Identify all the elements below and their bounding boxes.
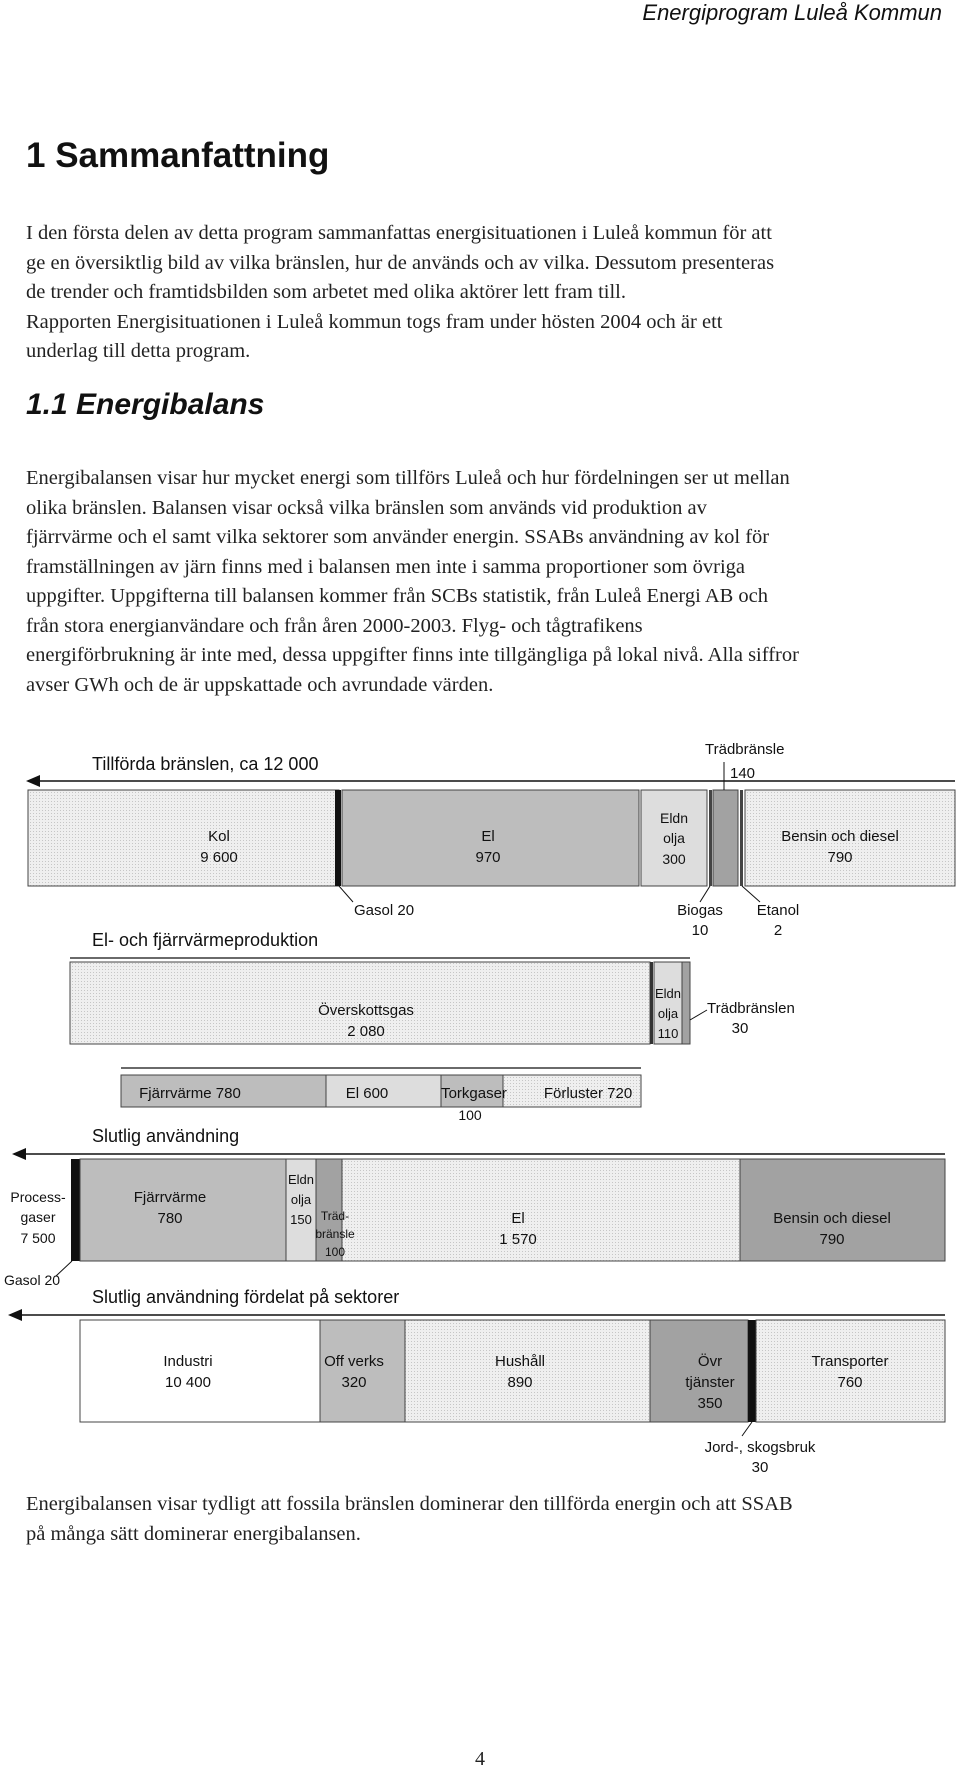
sector-industri-bar <box>80 1320 320 1422</box>
sector-hushall-value: 890 <box>507 1374 533 1391</box>
subsection-title: 1.1 Energibalans <box>26 388 265 421</box>
supply-bensin-value: 790 <box>827 849 853 866</box>
production-fjarrvarme-label: Fjärrvärme 780 <box>139 1085 241 1102</box>
final-use-fjarrvarme-bar <box>80 1159 286 1261</box>
final-use-gasol-label: Gasol 20 <box>4 1272 61 1288</box>
supply-el-value: 970 <box>475 849 501 866</box>
arrow-head-icon <box>12 1148 26 1160</box>
supply-eldn-label: olja <box>663 830 685 846</box>
callout-line <box>742 886 760 902</box>
supply-kol-value: 9 600 <box>200 849 238 866</box>
text-line: ge en översiktlig bild av vilka bränslen, hur de används och av vilka. Dessutom presenteras <box>26 251 775 274</box>
gasol-value: 20 <box>397 902 415 919</box>
final-use-bensin-value: 790 <box>819 1231 845 1248</box>
production-gas-label: Överskottsgas <box>318 1002 414 1019</box>
final-use-process-label: Process- <box>10 1189 66 1205</box>
text-line: framställningen av järn finns med i balansen men inte i samma proportioner som övriga <box>26 555 746 578</box>
energy-balance-diagram <box>0 718 960 1490</box>
sector-industri-value: 10 400 <box>165 1374 211 1391</box>
production-gas-value: 2 080 <box>347 1023 385 1040</box>
energibalans-paragraph <box>26 464 946 700</box>
sector-industri-label: Industri <box>163 1353 213 1370</box>
production-trad-label: Trädbränslen <box>707 1000 795 1017</box>
final-use-eldn-value: 150 <box>290 1212 312 1227</box>
supply-kol-label: Kol <box>208 828 230 845</box>
production-forluster-label: Förluster 720 <box>543 1085 633 1102</box>
callout-line <box>742 1422 752 1436</box>
text-line: de trender och framtidsbilden som arbetet med olika aktörer lett fram till. <box>26 281 626 303</box>
supply-etanol-bar <box>740 790 743 886</box>
final-use-fjarrvarme-label: Fjärrvärme <box>133 1189 207 1206</box>
supply-biogas-bar <box>709 790 712 886</box>
page-number: 4 <box>475 1748 485 1770</box>
final-use-bensin-label: Bensin och diesel <box>773 1210 891 1227</box>
arrow-head-icon <box>8 1309 22 1321</box>
sector-jord-bar <box>748 1320 756 1422</box>
supply-separator <box>335 790 341 886</box>
production-el-label: El 600 <box>345 1085 389 1102</box>
intro-paragraph <box>26 219 946 367</box>
final-use-el-value: 1 570 <box>499 1231 537 1248</box>
sector-ovr-label: tjänster <box>685 1374 735 1391</box>
sector-transporter-bar <box>756 1320 945 1422</box>
text-line: olika bränslen. Balansen visar också vilka bränslen som används vid produktion av <box>26 496 707 519</box>
supply-row <box>26 741 955 939</box>
supply-trad-label: Trädbränsle <box>705 741 785 758</box>
production-eldn-label: Eldn <box>654 986 682 1001</box>
production-eldn-label: olja <box>657 1006 679 1021</box>
callout-line <box>690 1010 707 1020</box>
text-line: uppgifter. Uppgifterna till balansen kommer från SCBs statistik, från Luleå Energi AB och <box>26 585 769 607</box>
running-header: Energiprogram Luleå Kommun <box>642 0 942 25</box>
production-separator <box>650 962 653 1044</box>
final-use-eldn-label: Eldn <box>287 1172 315 1187</box>
supply-trad-value: 140 <box>730 765 756 782</box>
final-use-trad-value: 100 <box>324 1245 346 1259</box>
final-use-separator <box>71 1159 80 1261</box>
sector-ovr-label: Övr <box>697 1353 723 1370</box>
callout-line <box>700 886 710 902</box>
text-line: från stora energianvändare och från åren 2000-2003. Flyg- och tågtrafikens <box>26 614 643 637</box>
production-eldn-value: 110 <box>657 1026 679 1041</box>
supply-biogas-label: Biogas <box>677 902 723 919</box>
text-line: på många sätt dominerar energibalansen. <box>26 1522 361 1545</box>
sector-jord-label: Jord-, skogsbruk <box>704 1439 816 1456</box>
supply-etanol-label: Etanol <box>756 902 800 919</box>
arrow-head-icon <box>26 775 40 787</box>
conclusion-paragraph <box>26 1490 946 1549</box>
supply-bensin-label: Bensin och diesel <box>781 828 899 845</box>
final-use-process-label: gaser <box>20 1209 56 1225</box>
sector-offverks-bar <box>320 1320 405 1422</box>
sector-transporter-value: 760 <box>837 1374 863 1391</box>
sector-title: Slutlig användning fördelat på sektorer <box>92 1287 400 1307</box>
text-line: I den första delen av detta program sammanfattas energisituationen i Luleå kommun för att <box>26 222 772 244</box>
sector-jord-value: 30 <box>751 1459 769 1476</box>
sector-offverks-label: Off verks <box>324 1353 384 1370</box>
final-use-el-bar <box>342 1159 740 1261</box>
final-use-row <box>4 1126 945 1288</box>
final-use-trad-label: Träd- <box>320 1209 350 1223</box>
text-line: energiförbrukning är inte med, dessa uppgifter finns inte tillgängliga på lokal nivå. Alla siffror <box>26 644 799 666</box>
supply-etanol-value: 2 <box>773 922 783 939</box>
final-use-title: Slutlig användning <box>92 1126 240 1146</box>
final-use-eldn-label: olja <box>290 1192 312 1207</box>
sector-offverks-value: 320 <box>341 1374 367 1391</box>
text-line: avser GWh och de är uppskattade och avrundade värden. <box>26 673 494 696</box>
final-use-process-value: 7 500 <box>20 1230 56 1246</box>
production-trad-bar <box>682 962 690 1044</box>
text-line: Rapporten Energisituationen i Luleå kommun togs fram under hösten 2004 och är ett <box>26 310 723 333</box>
production-row <box>70 930 795 1123</box>
supply-kol-bar <box>28 790 339 886</box>
sector-row <box>8 1287 945 1476</box>
section-title: 1 Sammanfattning <box>26 136 330 175</box>
sector-hushall-bar <box>405 1320 650 1422</box>
production-trad-value: 30 <box>731 1020 749 1037</box>
production-title: El- och fjärrvärmeproduktion <box>92 930 319 950</box>
sector-transporter-label: Transporter <box>811 1353 889 1370</box>
text-line: Energibalansen visar tydligt att fossila bränslen dominerar den tillförda energin och att SSAB <box>26 1493 793 1515</box>
callout-line <box>339 886 353 902</box>
text-line: fjärrvärme och el samt vilka sektorer som använder energin. SSABs användning av kol för <box>26 526 770 548</box>
supply-trad-bar <box>713 790 738 886</box>
production-torkgaser-value: 100 <box>458 1107 482 1123</box>
final-use-el-label: El <box>511 1210 525 1227</box>
supply-gasol-label <box>354 902 414 919</box>
supply-eldn-value: 300 <box>662 851 686 867</box>
supply-eldn-label: Eldn <box>659 810 689 826</box>
final-use-fjarrvarme-value: 780 <box>157 1210 183 1227</box>
gasol-name: Gasol <box>354 902 394 919</box>
text-line: Energibalansen visar hur mycket energi som tillförs Luleå och hur fördelningen ser ut mellan <box>26 467 790 489</box>
sector-ovr-value: 350 <box>697 1395 723 1412</box>
supply-title: Tillförda bränslen, ca 12 000 <box>92 754 319 774</box>
supply-el-label: El <box>481 828 495 845</box>
production-torkgaser-label: Torkgaser <box>441 1085 507 1102</box>
final-use-trad-label: bränsle <box>315 1227 355 1241</box>
supply-biogas-value: 10 <box>691 922 709 939</box>
sector-hushall-label: Hushåll <box>494 1353 546 1370</box>
text-line: underlag till detta program. <box>26 340 251 362</box>
